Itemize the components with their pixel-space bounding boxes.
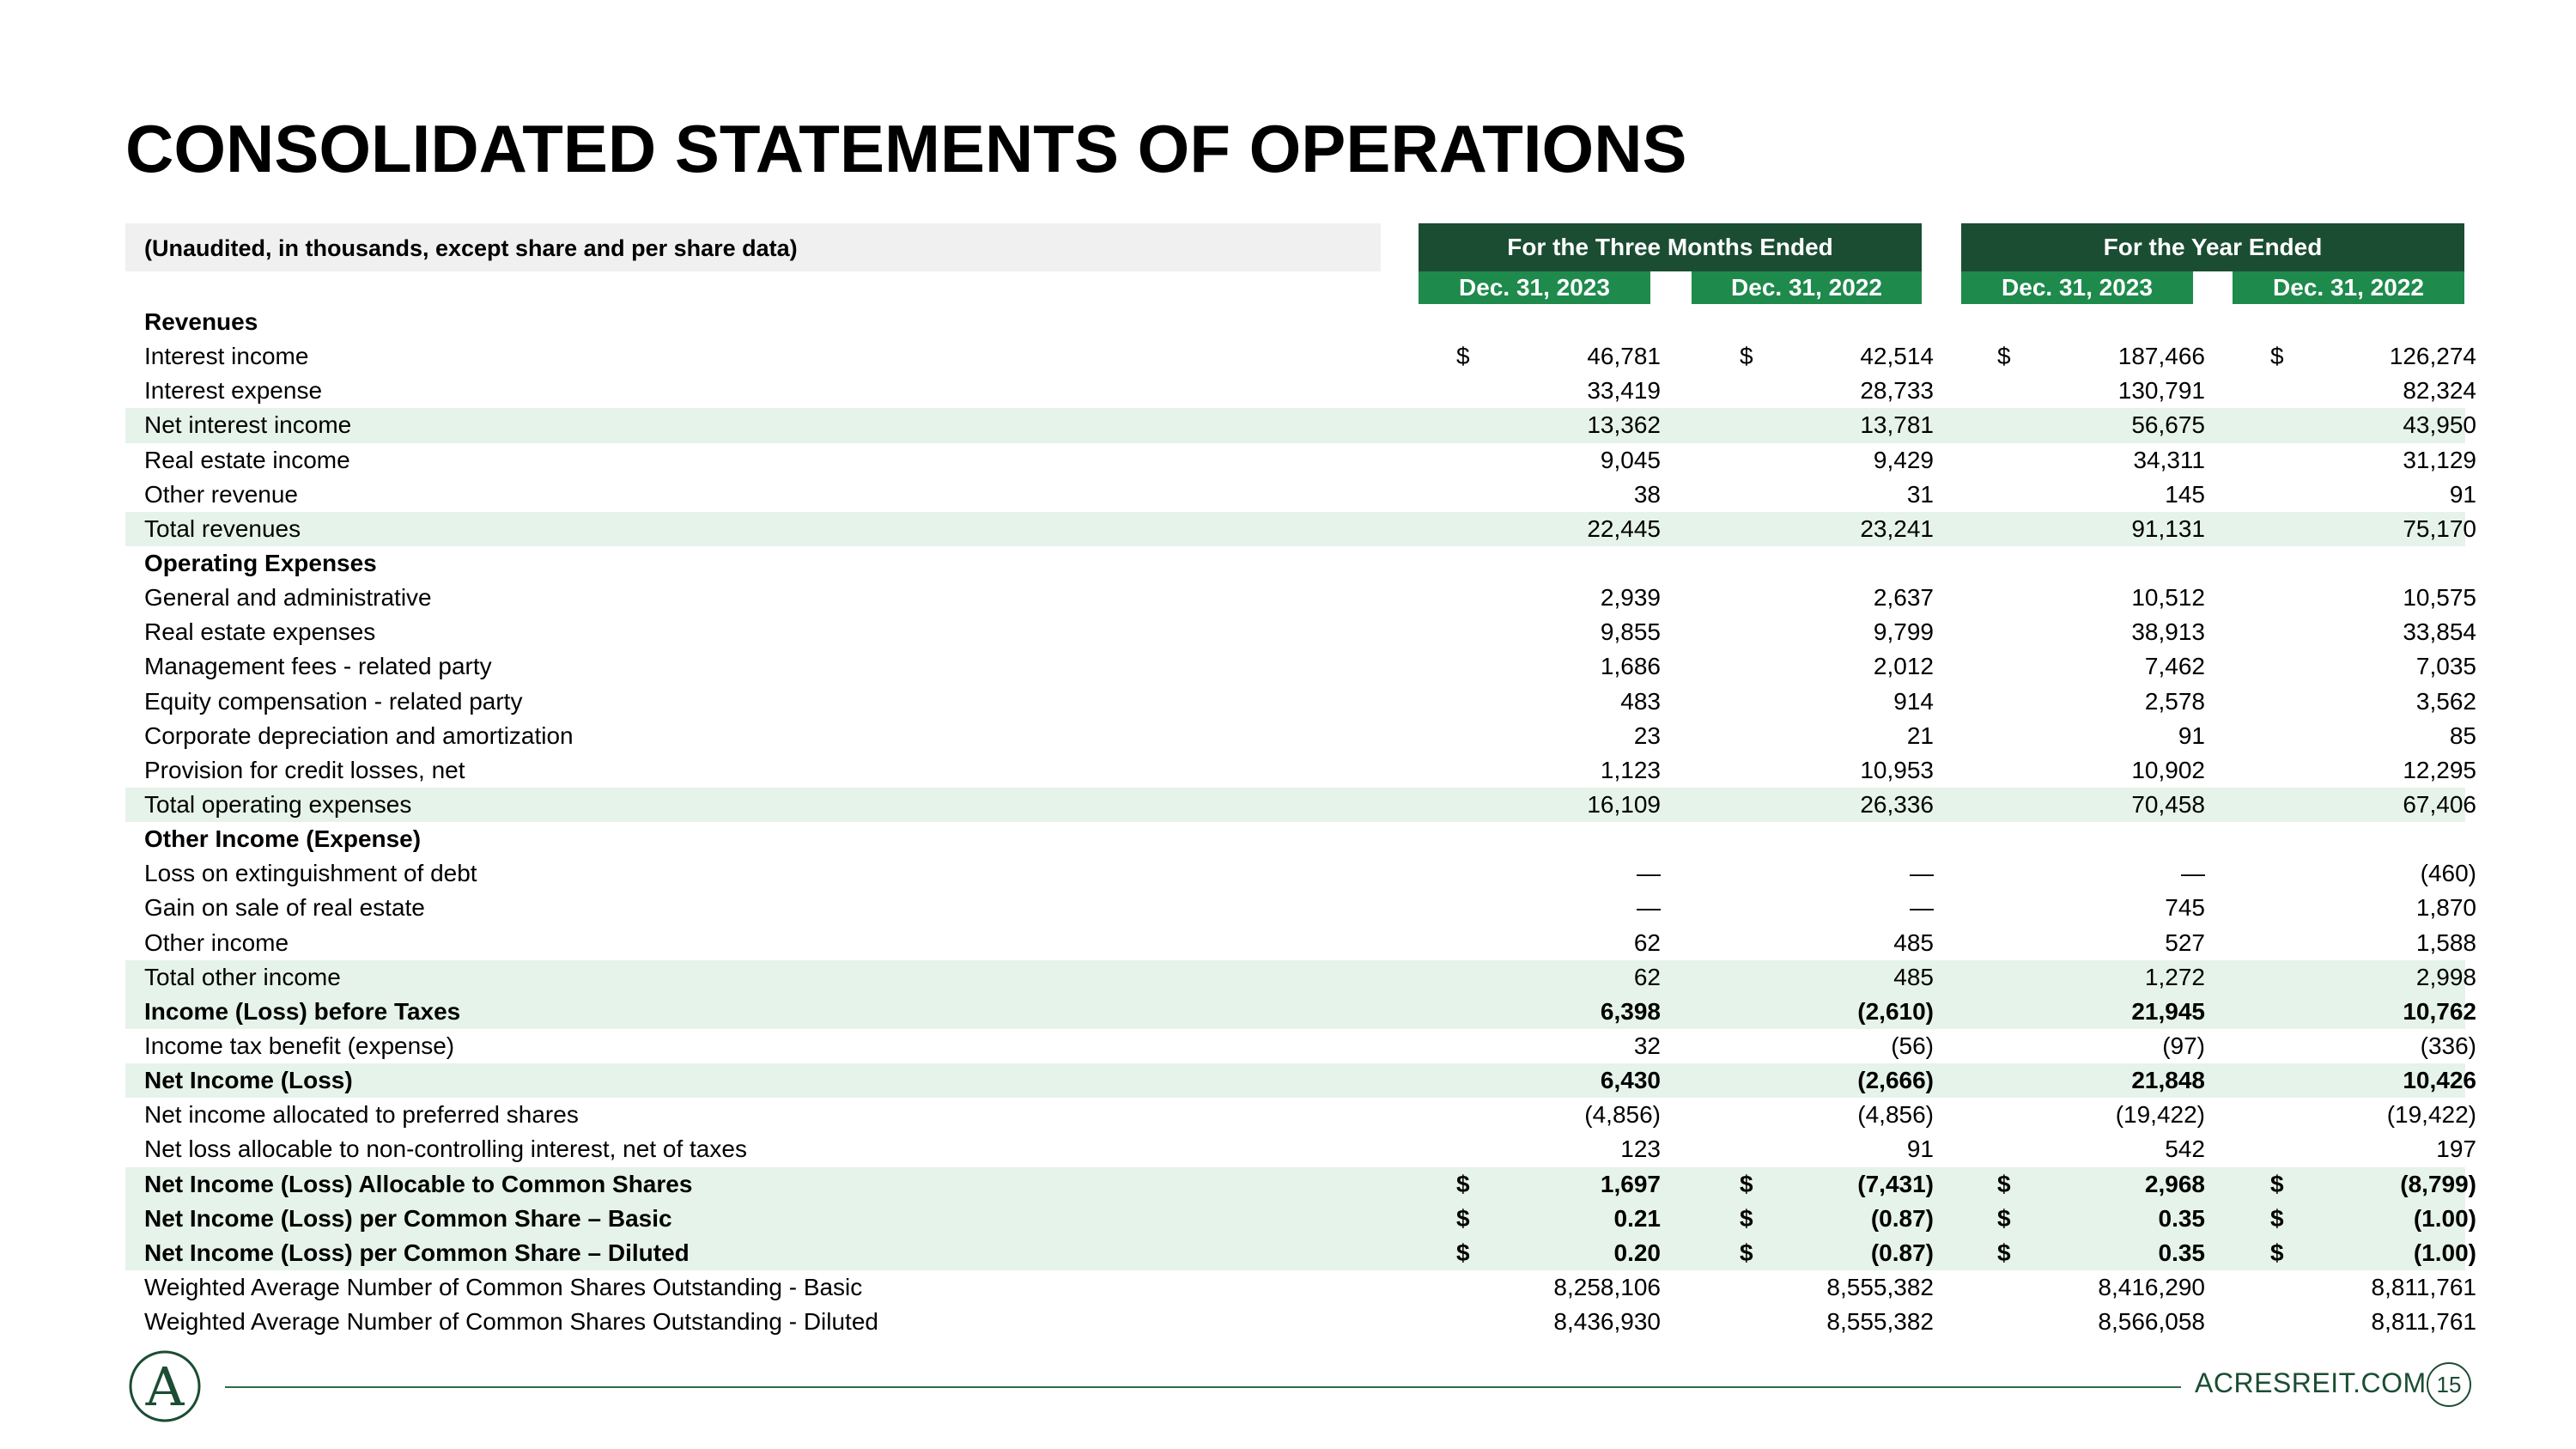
cell-value: 10,902 — [2131, 756, 2205, 783]
cell-value: 91 — [1906, 1135, 1934, 1163]
cell-value: 22,445 — [1587, 514, 1661, 542]
currency-symbol: $ — [2270, 1239, 2284, 1266]
cell-value: 33,854 — [2403, 618, 2476, 646]
row-label: Loss on extinguishment of debt — [144, 860, 477, 887]
cell-value: 8,555,382 — [1826, 1308, 1934, 1336]
row-label: Income tax benefit (expense) — [144, 1032, 455, 1059]
cell-value: 7,462 — [2144, 653, 2205, 680]
row-label: Equity compensation - related party — [144, 687, 523, 715]
svg-text:A: A — [145, 1355, 185, 1418]
row-label: Net Income (Loss) Allocable to Common Shares — [144, 1170, 693, 1197]
cell-value: 2,578 — [2144, 687, 2205, 715]
table-row — [125, 995, 2476, 1029]
table-subtitle-bar — [125, 223, 1381, 271]
table-row — [125, 1236, 2476, 1270]
row-label: Total revenues — [144, 514, 301, 542]
row-label: Gain on sale of real estate — [144, 894, 425, 922]
row-label: Other revenue — [144, 480, 298, 508]
cell-value: — — [1637, 860, 1661, 887]
currency-symbol: $ — [1456, 1170, 1470, 1197]
cell-value: (2,666) — [1857, 1067, 1934, 1094]
cell-value: 10,575 — [2403, 584, 2476, 612]
cell-value: 67,406 — [2403, 790, 2476, 818]
row-label: Net loss allocable to non-controlling interest, net of taxes — [144, 1135, 747, 1163]
cell-value: 1,686 — [1600, 653, 1661, 680]
cell-value: (0.87) — [1870, 1239, 1934, 1266]
cell-value: — — [1910, 894, 1934, 922]
column-header: Dec. 31, 2022 — [1692, 271, 1922, 304]
section-header-row — [125, 546, 2465, 581]
table-row — [125, 512, 2476, 546]
table-row — [125, 960, 2476, 995]
currency-symbol: $ — [1456, 343, 1470, 370]
cell-value: 43,950 — [2403, 411, 2476, 439]
cell-value: 9,045 — [1600, 446, 1661, 473]
cell-value: 33,419 — [1587, 377, 1661, 405]
cell-value: (1.00) — [2413, 1204, 2476, 1232]
cell-value: 21 — [1906, 721, 1934, 749]
cell-value: 6,398 — [1600, 997, 1661, 1025]
row-label: Net interest income — [144, 411, 352, 439]
cell-value: 1,588 — [2415, 928, 2476, 956]
row-label: Interest expense — [144, 377, 323, 405]
cell-value: 9,429 — [1873, 446, 1934, 473]
row-label: Weighted Average Number of Common Shares Outstanding - Diluted — [144, 1308, 878, 1336]
page-number: 15 — [2427, 1362, 2471, 1407]
cell-value: 70,458 — [2131, 790, 2205, 818]
currency-symbol: $ — [1456, 1204, 1470, 1232]
cell-value: (460) — [2420, 860, 2476, 887]
cell-value: 0.35 — [2158, 1204, 2205, 1232]
cell-value: 8,566,058 — [2098, 1308, 2205, 1336]
table-row — [125, 1098, 2476, 1132]
cell-value: 2,012 — [1873, 653, 1934, 680]
cell-value: 23,241 — [1860, 514, 1934, 542]
cell-value: 10,512 — [2131, 584, 2205, 612]
cell-value: 485 — [1893, 963, 1934, 990]
row-label: Real estate income — [144, 446, 350, 473]
cell-value: 8,436,930 — [1553, 1308, 1661, 1336]
cell-value: 8,811,761 — [2371, 1308, 2476, 1336]
cell-value: 62 — [1633, 963, 1661, 990]
cell-value: 91 — [2178, 721, 2205, 749]
table-row — [125, 1270, 2476, 1305]
cell-value: 75,170 — [2403, 514, 2476, 542]
footer-divider — [225, 1386, 2181, 1388]
cell-value: 91 — [2449, 480, 2476, 508]
cell-value: (19,422) — [2386, 1101, 2476, 1129]
table-row — [125, 649, 2476, 684]
currency-symbol: $ — [2270, 1170, 2284, 1197]
cell-value: 46,781 — [1587, 343, 1661, 370]
table-row — [125, 788, 2476, 822]
table-row — [125, 1132, 2476, 1166]
row-label: General and administrative — [144, 584, 432, 612]
cell-value: 914 — [1893, 687, 1934, 715]
cell-value: — — [2181, 860, 2205, 887]
table-row — [125, 443, 2476, 478]
cell-value: (19,422) — [2115, 1101, 2205, 1129]
row-label: Provision for credit losses, net — [144, 756, 465, 783]
cell-value: 21,945 — [2131, 997, 2205, 1025]
section-header-row — [125, 305, 2465, 339]
cell-value: 82,324 — [2403, 377, 2476, 405]
table-row — [125, 926, 2476, 960]
row-label: Interest income — [144, 343, 309, 370]
cell-value: 485 — [1893, 928, 1934, 956]
cell-value: (97) — [2162, 1032, 2205, 1059]
cell-value: 9,799 — [1873, 618, 1934, 646]
row-label: Net Income (Loss) per Common Share – Basic — [144, 1204, 672, 1232]
cell-value: 126,274 — [2389, 343, 2476, 370]
cell-value: 16,109 — [1587, 790, 1661, 818]
cell-value: 62 — [1633, 928, 1661, 956]
cell-value: 23 — [1633, 721, 1661, 749]
section-header-row — [125, 822, 2465, 856]
cell-value: 38,913 — [2131, 618, 2205, 646]
cell-value: 745 — [2165, 894, 2205, 922]
cell-value: 0.35 — [2158, 1239, 2205, 1266]
table-row — [125, 856, 2476, 891]
cell-value: 13,362 — [1587, 411, 1661, 439]
table-subtitle: (Unaudited, in thousands, except share and per share data) — [144, 235, 798, 261]
row-label: Total operating expenses — [144, 790, 412, 818]
currency-symbol: $ — [1997, 1170, 2011, 1197]
cell-value: 1,697 — [1600, 1170, 1661, 1197]
cell-value: 13,781 — [1860, 411, 1934, 439]
row-label: Other Income (Expense) — [144, 825, 422, 853]
cell-value: 42,514 — [1860, 343, 1934, 370]
row-label: Revenues — [144, 308, 258, 335]
table-row — [125, 753, 2476, 788]
row-label: Real estate expenses — [144, 618, 376, 646]
cell-value: 21,848 — [2131, 1067, 2205, 1094]
cell-value: (56) — [1891, 1032, 1934, 1059]
statement-table — [125, 305, 2476, 1339]
cell-value: 8,811,761 — [2371, 1273, 2476, 1300]
column-header: Dec. 31, 2023 — [1419, 271, 1650, 304]
row-label: Net Income (Loss) per Common Share – Diluted — [144, 1239, 690, 1266]
row-label: Operating Expenses — [144, 549, 377, 576]
cell-value: 38 — [1633, 480, 1661, 508]
currency-symbol: $ — [1740, 1239, 1753, 1266]
cell-value: 0.20 — [1613, 1239, 1661, 1266]
cell-value: 1,272 — [2144, 963, 2205, 990]
currency-symbol: $ — [1740, 1204, 1753, 1232]
currency-symbol: $ — [2270, 1204, 2284, 1232]
page-title: CONSOLIDATED STATEMENTS OF OPERATIONS — [125, 111, 1687, 186]
table-row — [125, 615, 2476, 649]
cell-value: (8,799) — [2400, 1170, 2476, 1197]
group-header-three-months: For the Three Months Ended — [1419, 223, 1922, 271]
cell-value: (2,610) — [1857, 997, 1934, 1025]
cell-value: — — [1910, 860, 1934, 887]
currency-symbol: $ — [1997, 343, 2011, 370]
row-label: Management fees - related party — [144, 653, 492, 680]
cell-value: 10,426 — [2403, 1067, 2476, 1094]
footer-website: ACRESREIT.COM — [2195, 1367, 2427, 1398]
row-label: Income (Loss) before Taxes — [144, 997, 461, 1025]
cell-value: 1,870 — [2415, 894, 2476, 922]
row-label: Weighted Average Number of Common Shares Outstanding - Basic — [144, 1273, 863, 1300]
acres-logo — [124, 1347, 210, 1426]
cell-value: 483 — [1620, 687, 1661, 715]
table-row — [125, 891, 2476, 925]
table-row — [125, 339, 2476, 374]
cell-value: 32 — [1633, 1032, 1661, 1059]
cell-value: 6,430 — [1600, 1067, 1661, 1094]
currency-symbol: $ — [1456, 1239, 1470, 1266]
cell-value: (4,856) — [1584, 1101, 1661, 1129]
table-row — [125, 1063, 2476, 1098]
cell-value: 3,562 — [2415, 687, 2476, 715]
cell-value: 123 — [1620, 1135, 1661, 1163]
cell-value: 8,555,382 — [1826, 1273, 1934, 1300]
row-label: Total other income — [144, 963, 341, 990]
table-row — [125, 1202, 2476, 1236]
column-header: Dec. 31, 2022 — [2233, 271, 2464, 304]
cell-value: 2,939 — [1600, 584, 1661, 612]
cell-value: 8,258,106 — [1553, 1273, 1661, 1300]
cell-value: 26,336 — [1860, 790, 1934, 818]
cell-value: (1.00) — [2413, 1239, 2476, 1266]
cell-value: 527 — [2165, 928, 2205, 956]
cell-value: 1,123 — [1600, 756, 1661, 783]
cell-value: (7,431) — [1857, 1170, 1934, 1197]
cell-value: 8,416,290 — [2098, 1273, 2205, 1300]
table-row — [125, 1029, 2476, 1063]
table-row — [125, 1305, 2476, 1339]
cell-value: 542 — [2165, 1135, 2205, 1163]
cell-value: 91,131 — [2131, 514, 2205, 542]
currency-symbol: $ — [1997, 1239, 2011, 1266]
cell-value: 0.21 — [1613, 1204, 1661, 1232]
cell-value: (336) — [2420, 1032, 2476, 1059]
row-label: Net Income (Loss) — [144, 1067, 353, 1094]
cell-value: 28,733 — [1860, 377, 1934, 405]
cell-value: 10,762 — [2403, 997, 2476, 1025]
cell-value: 31,129 — [2403, 446, 2476, 473]
currency-symbol: $ — [1740, 1170, 1753, 1197]
currency-symbol: $ — [2270, 343, 2284, 370]
cell-value: 145 — [2165, 480, 2205, 508]
cell-value: 187,466 — [2117, 343, 2205, 370]
cell-value: 130,791 — [2117, 377, 2205, 405]
column-header: Dec. 31, 2023 — [1961, 271, 2193, 304]
cell-value: 85 — [2449, 721, 2476, 749]
table-row — [125, 374, 2476, 408]
cell-value: 56,675 — [2131, 411, 2205, 439]
table-row — [125, 719, 2476, 753]
table-row — [125, 1167, 2476, 1202]
table-row — [125, 408, 2476, 442]
table-row — [125, 478, 2476, 512]
cell-value: 34,311 — [2133, 446, 2205, 473]
cell-value: 2,968 — [2144, 1170, 2205, 1197]
cell-value: 31 — [1906, 480, 1934, 508]
cell-value: 9,855 — [1600, 618, 1661, 646]
cell-value: 12,295 — [2403, 756, 2476, 783]
currency-symbol: $ — [1740, 343, 1753, 370]
currency-symbol: $ — [1997, 1204, 2011, 1232]
cell-value: 7,035 — [2415, 653, 2476, 680]
cell-value: 197 — [2436, 1135, 2476, 1163]
table-row — [125, 685, 2476, 719]
group-header-year: For the Year Ended — [1961, 223, 2464, 271]
cell-value: 2,998 — [2415, 963, 2476, 990]
cell-value: 10,953 — [1860, 756, 1934, 783]
cell-value: (4,856) — [1857, 1101, 1934, 1129]
row-label: Corporate depreciation and amortization — [144, 721, 574, 749]
cell-value: 2,637 — [1873, 584, 1934, 612]
row-label: Other income — [144, 928, 289, 956]
cell-value: (0.87) — [1870, 1204, 1934, 1232]
cell-value: — — [1637, 894, 1661, 922]
row-label: Net income allocated to preferred shares — [144, 1101, 579, 1129]
table-row — [125, 581, 2476, 615]
